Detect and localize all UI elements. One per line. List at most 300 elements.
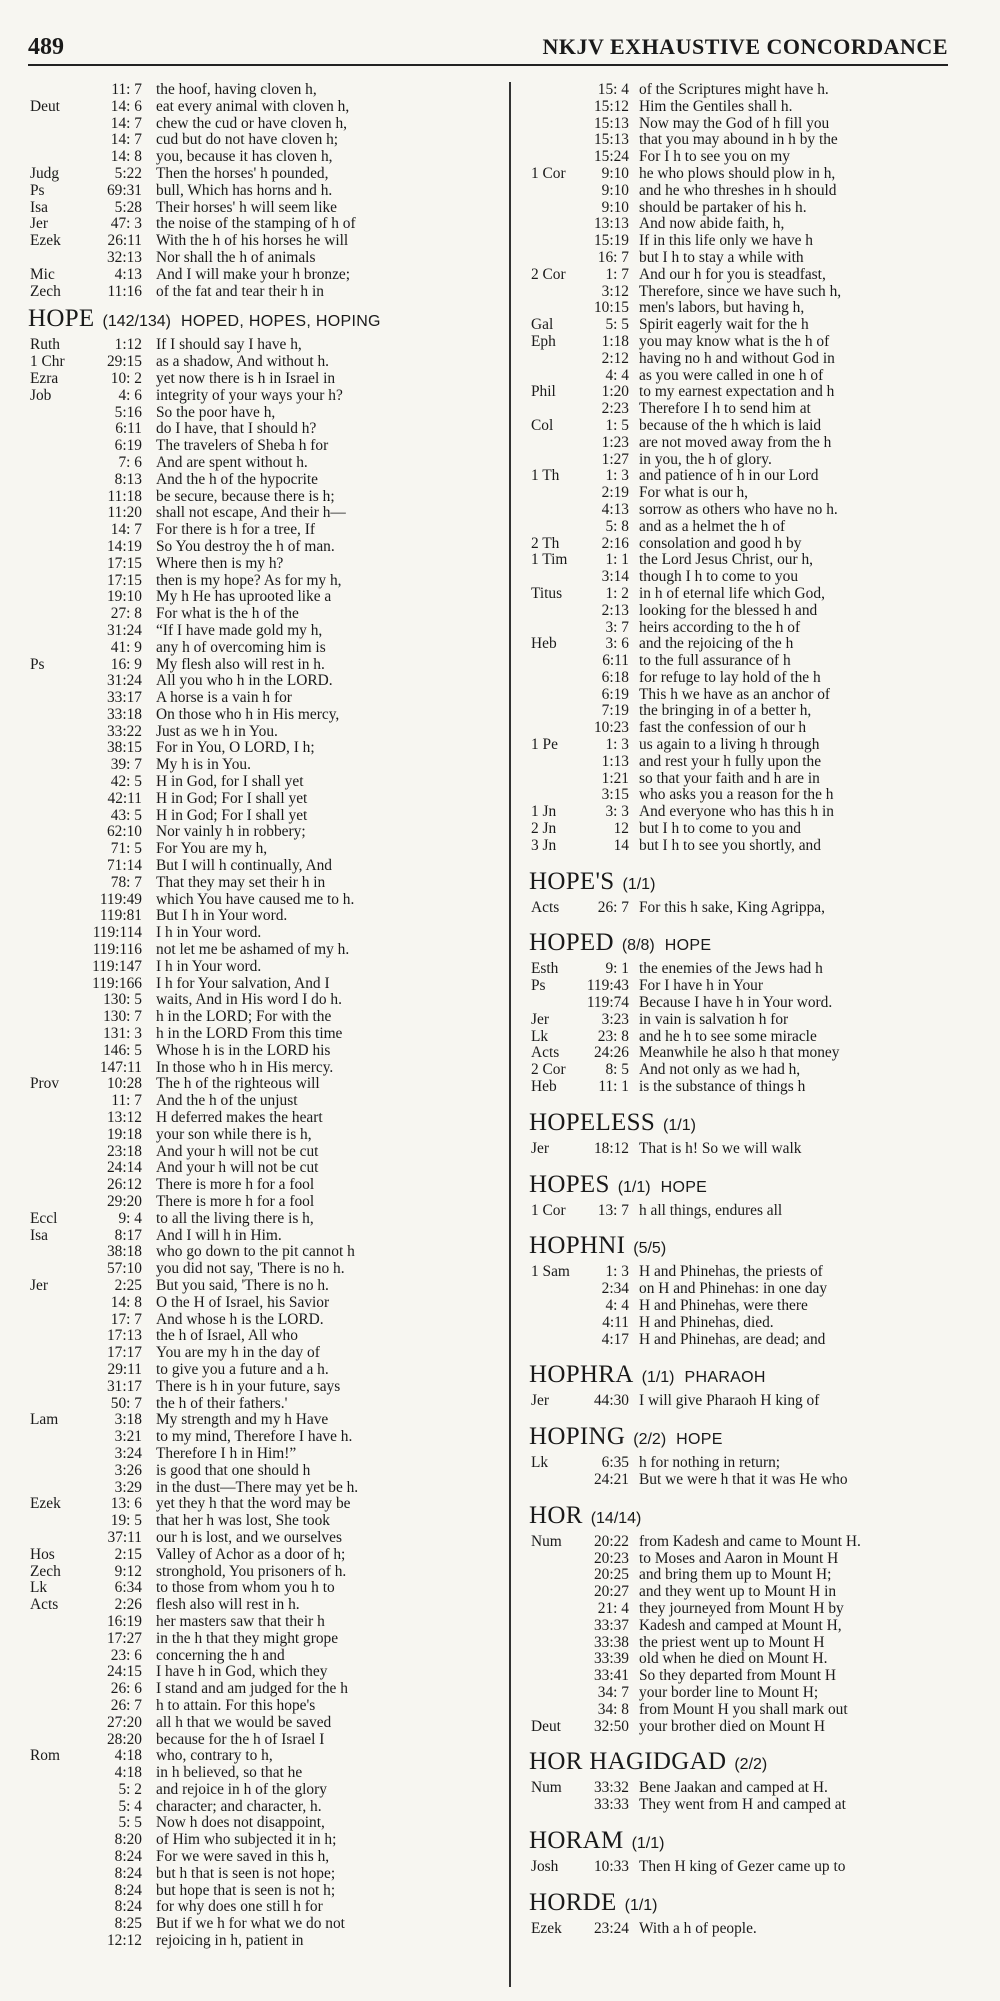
context-text: cud but do not have cloven h; xyxy=(156,132,339,149)
concordance-line xyxy=(28,505,502,522)
concordance-line xyxy=(28,875,502,892)
concordance-line xyxy=(28,149,502,166)
book-name: Deut xyxy=(531,1718,561,1735)
context-text: There is more h for a fool xyxy=(156,1194,315,1210)
verse-reference: 8:24 xyxy=(114,1849,142,1866)
concordance-line xyxy=(529,1702,950,1719)
context-text: But you said, 'There is no h. xyxy=(156,1277,329,1294)
verse-reference: 4:13 xyxy=(601,501,629,518)
context-text: and rejoice in h of the glory xyxy=(156,1781,327,1798)
concordance-line xyxy=(28,1664,502,1681)
concordance-line xyxy=(529,317,950,334)
verse-reference: 3: 7 xyxy=(605,619,629,636)
context-text: of the fat and tear their h in xyxy=(156,283,324,300)
verse-reference: 1: 7 xyxy=(605,266,629,283)
context-text: flesh also will rest in h. xyxy=(156,1597,300,1614)
context-text: On those who h in His mercy, xyxy=(156,706,340,723)
entry-gap xyxy=(529,1348,950,1356)
verse-reference: 15:24 xyxy=(593,149,629,166)
headword: HOPELESS xyxy=(529,1108,656,1136)
book-name: Phil xyxy=(531,384,556,401)
concordance-line xyxy=(28,808,502,825)
headword-entry xyxy=(28,300,502,337)
concordance-line xyxy=(28,1429,502,1446)
context-text: and rest your h fully upon the xyxy=(639,753,822,770)
concordance-line xyxy=(529,351,950,368)
headword: HOPHRA xyxy=(529,1361,634,1389)
concordance-line xyxy=(28,1295,502,1312)
verse-reference: 29:15 xyxy=(106,354,142,371)
book-name: Deut xyxy=(30,98,60,115)
verse-reference: 3:21 xyxy=(114,1429,142,1446)
verse-reference: 16: 7 xyxy=(597,249,629,266)
verse-reference: 9: 1 xyxy=(605,961,629,978)
book-name: Lam xyxy=(30,1412,59,1429)
concordance-line xyxy=(529,1551,950,1568)
book-name: 2 Cor xyxy=(531,266,566,283)
context-text: and as a helmet the h of xyxy=(639,518,786,535)
concordance-line xyxy=(28,1093,502,1110)
verse-reference: 130: 5 xyxy=(103,992,142,1009)
concordance-line xyxy=(28,1228,502,1245)
context-text: to those from whom you h to xyxy=(156,1580,335,1597)
verse-reference: 131: 3 xyxy=(103,1026,142,1043)
context-text: as you were called in one h of xyxy=(639,367,824,384)
verse-reference: 12 xyxy=(613,821,629,838)
context-text: us again to a living h through xyxy=(639,737,820,754)
entry-gap xyxy=(529,916,950,924)
context-text: you did not say, 'There is no h. xyxy=(156,1261,345,1278)
concordance-line xyxy=(28,522,502,539)
headword-entry xyxy=(529,1227,950,1264)
concordance-line xyxy=(28,892,502,909)
running-header xyxy=(28,34,948,66)
entry-gap xyxy=(529,1814,950,1822)
concordance-line xyxy=(529,267,950,284)
verse-reference: 1: 3 xyxy=(605,737,629,754)
verse-reference: 5: 8 xyxy=(605,518,629,535)
context-text: Now h does not disappoint, xyxy=(156,1815,325,1832)
verse-reference: 17:15 xyxy=(106,555,142,572)
concordance-line xyxy=(28,976,502,993)
verse-reference: 11:18 xyxy=(107,488,142,505)
concordance-line xyxy=(529,838,950,855)
context-text: and he who threshes in h should xyxy=(639,182,837,199)
book-name: Mic xyxy=(30,266,55,283)
concordance-line xyxy=(529,1472,950,1489)
verse-reference: 11: 7 xyxy=(111,82,142,98)
headword-entry xyxy=(529,863,950,900)
concordance-line xyxy=(28,740,502,757)
verse-reference: 71: 5 xyxy=(110,841,142,858)
verse-reference: 26: 7 xyxy=(110,1697,142,1714)
verse-reference: 1: 3 xyxy=(605,1264,629,1281)
concordance-line xyxy=(28,337,502,354)
verse-reference: 4: 4 xyxy=(605,367,629,384)
concordance-line xyxy=(529,452,950,469)
occurrence-count: (1/1) xyxy=(617,1178,651,1196)
verse-reference: 5: 2 xyxy=(118,1781,142,1798)
context-text: in you, the h of glory. xyxy=(639,451,772,468)
concordance-line xyxy=(28,284,502,301)
concordance-line xyxy=(529,200,950,217)
verse-reference: 8: 5 xyxy=(605,1062,629,1079)
context-text: And I will h in Him. xyxy=(156,1227,282,1244)
verse-reference: 1:18 xyxy=(601,333,629,350)
concordance-line xyxy=(529,1651,950,1668)
concordance-line xyxy=(28,1379,502,1396)
related-words: HOPE xyxy=(676,1431,723,1449)
verse-reference: 31:24 xyxy=(106,673,142,690)
concordance-line xyxy=(529,284,950,301)
context-text: yet they h that the word may be xyxy=(156,1496,351,1513)
book-name: Jer xyxy=(531,1140,549,1157)
concordance-line xyxy=(28,1211,502,1228)
context-text: Nor vainly h in robbery; xyxy=(156,824,306,841)
verse-reference: 33:41 xyxy=(593,1668,629,1685)
headword-entry xyxy=(529,1884,950,1921)
context-text: h all things, endures all xyxy=(639,1202,783,1219)
book-name: Col xyxy=(531,417,554,434)
verse-reference: 24:15 xyxy=(106,1664,142,1681)
concordance-line xyxy=(529,384,950,401)
context-text: Bene Jaakan and camped at H. xyxy=(639,1780,828,1797)
verse-reference: 19:10 xyxy=(106,589,142,606)
entry-gap xyxy=(529,1489,950,1497)
book-name: Isa xyxy=(30,1227,48,1244)
concordance-line xyxy=(28,1194,502,1211)
occurrence-count: (1/1) xyxy=(631,1834,665,1852)
context-text: I h for Your salvation, And I xyxy=(156,975,330,992)
verse-reference: 8:24 xyxy=(114,1899,142,1916)
headword: HORAM xyxy=(529,1826,624,1854)
concordance-line xyxy=(529,1859,950,1876)
context-text: h in the LORD From this time xyxy=(156,1026,343,1043)
context-text: For what is the h of the xyxy=(156,606,299,623)
context-text: he who plows should plow in h, xyxy=(639,165,836,182)
concordance-line xyxy=(529,1618,950,1635)
concordance-line xyxy=(28,1328,502,1345)
context-text: So they departed from Mount H xyxy=(639,1668,837,1685)
context-text: her masters saw that their h xyxy=(156,1613,325,1630)
verse-reference: 119:166 xyxy=(92,975,142,992)
verse-reference: 1: 3 xyxy=(605,468,629,485)
verse-reference: 6:18 xyxy=(601,669,629,686)
context-text: “If I have made gold my h, xyxy=(156,622,323,639)
book-name: Eph xyxy=(531,333,556,350)
book-name: Acts xyxy=(30,1597,59,1614)
concordance-line xyxy=(28,388,502,405)
verse-reference: 119:49 xyxy=(99,891,142,908)
verse-reference: 3:24 xyxy=(114,1445,142,1462)
book-name: Num xyxy=(531,1780,562,1797)
column-rule xyxy=(509,82,511,1987)
context-text: Nor shall the h of animals xyxy=(156,249,316,266)
context-text: There is more h for a fool xyxy=(156,1177,315,1194)
context-text: Because I have h in Your word. xyxy=(639,995,833,1012)
book-name: Prov xyxy=(30,1076,60,1093)
context-text: H deferred makes the heart xyxy=(156,1110,323,1127)
verse-reference: 14: 8 xyxy=(110,1294,142,1311)
verse-reference: 31:17 xyxy=(106,1378,142,1395)
verse-reference: 33:17 xyxy=(106,690,142,707)
verse-reference: 17: 7 xyxy=(110,1311,142,1328)
concordance-line xyxy=(529,250,950,267)
concordance-line xyxy=(28,1815,502,1832)
verse-reference: 11: 1 xyxy=(598,1079,629,1096)
verse-reference: 9: 4 xyxy=(118,1210,142,1227)
concordance-line xyxy=(28,354,502,371)
context-text: My strength and my h Have xyxy=(156,1412,329,1429)
context-text: For You are my h, xyxy=(156,841,268,858)
concordance-line xyxy=(28,1564,502,1581)
verse-reference: 6:35 xyxy=(601,1455,629,1472)
context-text: H in God; For I shall yet xyxy=(156,790,308,807)
verse-reference: 4: 4 xyxy=(605,1298,629,1315)
verse-reference: 10:23 xyxy=(593,720,629,737)
book-name: Rom xyxy=(30,1748,60,1765)
book-name: 2 Jn xyxy=(531,821,557,838)
related-words: HOPED, HOPES, HOPING xyxy=(180,313,381,331)
context-text: H and Phinehas, are dead; and xyxy=(639,1331,826,1348)
verse-reference: 147:11 xyxy=(99,1059,142,1076)
concordance-line xyxy=(529,687,950,704)
concordance-line xyxy=(529,183,950,200)
concordance-line xyxy=(529,900,950,917)
verse-reference: 28:20 xyxy=(106,1731,142,1748)
context-text: I stand and am judged for the h xyxy=(156,1681,348,1698)
concordance-line xyxy=(529,519,950,536)
verse-reference: 1: 5 xyxy=(605,417,629,434)
context-text: You are my h in the day of xyxy=(156,1345,320,1362)
book-name: Acts xyxy=(531,899,560,916)
verse-reference: 26: 6 xyxy=(110,1681,142,1698)
verse-reference: 3:15 xyxy=(601,787,629,804)
concordance-line xyxy=(529,1719,950,1736)
concordance-line xyxy=(529,821,950,838)
verse-reference: 13:12 xyxy=(106,1110,142,1127)
verse-reference: 17:17 xyxy=(106,1345,142,1362)
context-text: on H and Phinehas: in one day xyxy=(639,1281,828,1298)
context-text: but hope that is seen is not h; xyxy=(156,1882,336,1899)
context-text: who, contrary to h, xyxy=(156,1748,273,1765)
context-text: Meanwhile he also h that money xyxy=(639,1045,840,1062)
verse-reference: 33:33 xyxy=(593,1797,629,1814)
verse-reference: 119:116 xyxy=(92,942,142,959)
verse-reference: 130: 7 xyxy=(103,1009,142,1026)
context-text: Now may the God of h fill you xyxy=(639,115,830,132)
context-text: The travelers of Sheba h for xyxy=(156,438,329,455)
verse-reference: 5: 5 xyxy=(605,317,629,334)
context-text: the enemies of the Jews had h xyxy=(639,961,823,978)
entry-gap xyxy=(529,1410,950,1418)
context-text: And not only as we had h, xyxy=(639,1062,801,1079)
context-text: For in You, O LORD, I h; xyxy=(156,740,315,757)
context-text: I will give Pharaoh H king of xyxy=(639,1393,820,1410)
concordance-line xyxy=(28,539,502,556)
verse-reference: 1: 1 xyxy=(605,552,629,569)
verse-reference: 6:11 xyxy=(602,653,629,670)
verse-reference: 11:20 xyxy=(107,505,142,522)
context-text: And our h for you is steadfast, xyxy=(639,266,826,283)
concordance-line xyxy=(529,1141,950,1158)
context-text: For there is h for a tree, If xyxy=(156,522,315,539)
concordance-line xyxy=(529,978,950,995)
verse-reference: 8:17 xyxy=(114,1227,142,1244)
context-text: H in God; For I shall yet xyxy=(156,807,308,824)
context-text: concerning the h and xyxy=(156,1647,285,1664)
context-text: to my mind, Therefore I have h. xyxy=(156,1429,353,1446)
context-text: H in God, for I shall yet xyxy=(156,774,304,791)
occurrence-count: (1/1) xyxy=(641,1369,675,1387)
entry-gap xyxy=(529,855,950,863)
concordance-line xyxy=(28,200,502,217)
concordance-line xyxy=(28,1160,502,1177)
concordance-line xyxy=(28,1244,502,1261)
verse-reference: 38:15 xyxy=(106,740,142,757)
book-name: Eccl xyxy=(30,1210,58,1227)
context-text: then is my hope? As for my h, xyxy=(156,572,342,589)
concordance-line xyxy=(28,673,502,690)
book-name: 2 Cor xyxy=(531,1062,566,1079)
concordance-line xyxy=(529,754,950,771)
verse-reference: 119:147 xyxy=(92,958,142,975)
context-text: the h of their fathers.' xyxy=(156,1395,288,1412)
left-column xyxy=(28,82,502,1994)
concordance-line xyxy=(529,603,950,620)
verse-reference: 4:18 xyxy=(114,1748,142,1765)
concordance-line xyxy=(28,573,502,590)
concordance-line xyxy=(529,1601,950,1618)
entry-gap xyxy=(529,1096,950,1104)
verse-reference: 33:32 xyxy=(593,1780,629,1797)
verse-reference: 3:12 xyxy=(601,283,629,300)
context-text: Whose h is in the LORD his xyxy=(156,1042,331,1059)
concordance-line xyxy=(529,1393,950,1410)
context-text: H and Phinehas, the priests of xyxy=(639,1264,823,1281)
occurrence-count: (8/8) xyxy=(621,937,655,955)
context-text: to all the living there is h, xyxy=(156,1210,314,1227)
concordance-line xyxy=(529,569,950,586)
context-text: If I should say I have h, xyxy=(156,337,302,354)
book-name: Jer xyxy=(30,216,48,233)
concordance-line xyxy=(529,1281,950,1298)
concordance-line xyxy=(28,489,502,506)
verse-reference: 78: 7 xyxy=(110,874,142,891)
context-text: your border line to Mount H; xyxy=(639,1684,819,1701)
concordance-line xyxy=(28,1043,502,1060)
concordance-line xyxy=(28,1144,502,1161)
book-name: Heb xyxy=(531,1079,557,1096)
concordance-line xyxy=(529,995,950,1012)
concordance-line xyxy=(529,99,950,116)
book-name: Jer xyxy=(531,1011,549,1028)
occurrence-count: (1/1) xyxy=(663,1116,696,1134)
verse-reference: 14: 8 xyxy=(110,149,142,166)
verse-reference: 1:12 xyxy=(114,337,142,354)
verse-reference: 26:11 xyxy=(107,233,142,250)
book-name: Lk xyxy=(531,1028,549,1045)
concordance-line xyxy=(28,1278,502,1295)
concordance-line xyxy=(529,1534,950,1551)
concordance-line xyxy=(529,1780,950,1797)
context-text: So You destroy the h of man. xyxy=(156,538,335,555)
context-text: For we were saved in this h, xyxy=(156,1849,330,1866)
verse-reference: 23: 6 xyxy=(110,1647,142,1664)
verse-reference: 38:18 xyxy=(106,1244,142,1261)
concordance-line xyxy=(529,1584,950,1601)
concordance-line xyxy=(28,166,502,183)
concordance-line xyxy=(28,841,502,858)
context-text: And the h of the hypocrite xyxy=(156,471,318,488)
context-text: are not moved away from the h xyxy=(639,434,832,451)
context-text: My flesh also will rest in h. xyxy=(156,656,325,673)
verse-reference: 14: 7 xyxy=(110,132,142,149)
concordance-line xyxy=(28,1446,502,1463)
verse-reference: 33:38 xyxy=(593,1634,629,1651)
concordance-line xyxy=(28,824,502,841)
book-name: Isa xyxy=(30,199,48,216)
headword-entry xyxy=(529,924,950,961)
concordance-line xyxy=(529,1668,950,1685)
concordance-line xyxy=(28,1009,502,1026)
verse-reference: 34: 7 xyxy=(597,1684,629,1701)
context-text: Just as we h in You. xyxy=(156,723,278,740)
verse-reference: 16: 9 xyxy=(110,656,142,673)
context-text: that her h was lost, She took xyxy=(156,1513,330,1530)
book-name: Num xyxy=(531,1533,562,1550)
verse-reference: 6:11 xyxy=(115,421,142,438)
verse-reference: 5:28 xyxy=(114,199,142,216)
book-name: Josh xyxy=(531,1858,559,1875)
verse-reference: 119:81 xyxy=(99,908,142,925)
context-text: our h is lost, and we ourselves xyxy=(156,1529,342,1546)
book-name: Ezek xyxy=(30,233,61,250)
verse-reference: 10:33 xyxy=(593,1858,629,1875)
concordance-line xyxy=(529,1203,950,1220)
concordance-line xyxy=(28,1799,502,1816)
verse-reference: 8:24 xyxy=(114,1882,142,1899)
context-text: character; and character, h. xyxy=(156,1798,322,1815)
entry-gap xyxy=(529,1876,950,1884)
context-text: not let me be ashamed of my h. xyxy=(156,942,350,959)
book-name: Ps xyxy=(531,978,546,995)
concordance-line xyxy=(529,1079,950,1096)
context-text: should be partaker of his h. xyxy=(639,199,807,216)
concordance-line xyxy=(28,1076,502,1093)
concordance-line xyxy=(28,1496,502,1513)
context-text: And the h of the unjust xyxy=(156,1093,298,1110)
concordance-line xyxy=(28,267,502,284)
verse-reference: 7: 6 xyxy=(118,454,142,471)
verse-reference: 33:39 xyxy=(593,1651,629,1668)
verse-reference: 14:19 xyxy=(106,538,142,555)
context-text: you may know what is the h of xyxy=(639,333,830,350)
verse-reference: 1:27 xyxy=(601,451,629,468)
concordance-line xyxy=(28,1916,502,1933)
verse-reference: 42: 5 xyxy=(110,774,142,791)
verse-reference: 27: 8 xyxy=(110,606,142,623)
verse-reference: 33:18 xyxy=(106,706,142,723)
verse-reference: 24:21 xyxy=(593,1472,629,1488)
concordance-line xyxy=(529,636,950,653)
context-text: in h of eternal life which God, xyxy=(639,585,825,602)
book-name: 1 Chr xyxy=(30,354,65,371)
verse-reference: 5: 4 xyxy=(118,1798,142,1815)
verse-reference: 11: 7 xyxy=(111,1093,142,1110)
context-text: I h in Your word. xyxy=(156,925,262,942)
context-text: because of the h which is laid xyxy=(639,417,822,434)
